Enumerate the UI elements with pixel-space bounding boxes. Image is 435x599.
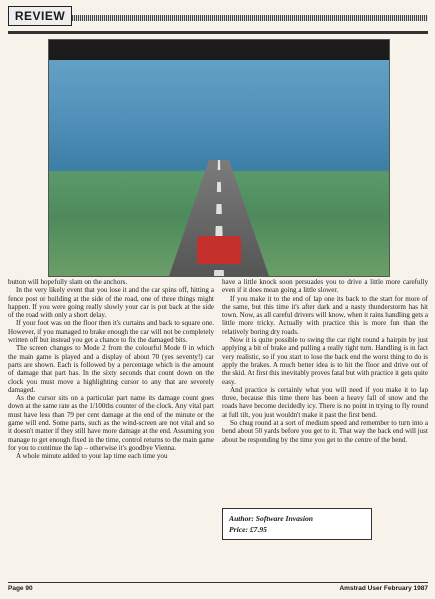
car-graphic — [197, 236, 241, 264]
section-label: REVIEW — [8, 6, 72, 26]
article-paragraph: Now it is quite possible to swing the car right round a hairpin by just applying a bit of brake and pulling a really tight turn. Handling is in fact very realistic, so if you start to lose the back end the worst thing to do is apply the brakes. A much better idea is to hit the floor and drive out of the skid. At first this inevitably proves fatal but with practice it gets quite easy. — [222, 336, 428, 386]
article-paragraph: As the cursor sits on a particular part name its damage count goes down at the same rate as the 1/100ths counter of the clock. Any vital part must have less than 79 per cent damage at the end of the minute or the game will end. Some parts, such as the wind-screen are not vital and so it doesn't matter if they still have more damage at the end. Assuming you manage to get enough fixed in the time, control returns to the main game for you to continue the lap – otherwise it's goodbye Vienna. — [8, 394, 214, 452]
article-paragraph: So chug round at a sort of medium speed and remember to turn into a bend about 50 yards before you get to it. That way the back end will just about be responding by the time you get to the centre of the bend. — [222, 419, 428, 444]
header-rule — [72, 15, 428, 21]
article-paragraph: If your foot was on the floor then it's curtains and back to square one. However, if you managed to brake enough the car will not be completely written off but instead you get a chance to fix the damaged bits. — [8, 319, 214, 345]
price-line: Price: £7.95 — [229, 525, 267, 534]
page-number: Page 90 — [8, 585, 33, 592]
issue-line: Amstrad User February 1987 — [339, 585, 428, 592]
article-paragraph: have a little knock soon persuades you to drive a little more carefully even if it does mean going a little slower. — [222, 278, 428, 295]
article-paragraph: The screen changes to Mode 2 from the colourful Mode 0 in which the main game is played and a display of about 70 (yes seventy!) car parts are shown. Each is followed by a percentage which is the amount of damage that part has. In the sixty seconds that count down on the clock you must move a highlighting cursor to any that are severely damaged. — [8, 344, 214, 394]
article-paragraph: A whole minute added to your lap time each time you — [16, 452, 168, 461]
article-paragraph: And practice is certainly what you will need if you make it to lap three, because this time there has been a heavy fall of snow and the roads have become decidedly icy. There is no point in trying to fly round at full tilt, you just wouldn't make it past the first bend. — [222, 385, 428, 419]
article-paragraph: In the very likely event that you lose it and the car spins off, hitting a fence post or building at the side of the road, one of three things might happen. If you were going really slowly your car is put back at the side of the road with only a short delay. — [8, 286, 214, 320]
article-column-left — [8, 278, 214, 461]
author-box — [222, 508, 372, 540]
article-paragraph: button will hopefully slam on the anchors. — [8, 278, 128, 286]
game-screenshot — [48, 39, 390, 277]
article-column-right — [222, 278, 428, 444]
page-footer — [8, 585, 428, 597]
footer-rule — [8, 582, 428, 583]
article-paragraph: If you make it to the end of lap one its back to the start for more of the same, but this time it's after dark and a nasty thunderstorm has hit town. Now, as all careful drivers will know, when it rains handling gets a little more tricky. Actually with practice this is more fun than the relatively boring dry roads. — [222, 294, 428, 336]
game-hud — [49, 40, 389, 60]
section-header — [8, 6, 428, 32]
header-divider — [8, 31, 428, 34]
author-line: Author: Software Invasion — [229, 514, 313, 523]
